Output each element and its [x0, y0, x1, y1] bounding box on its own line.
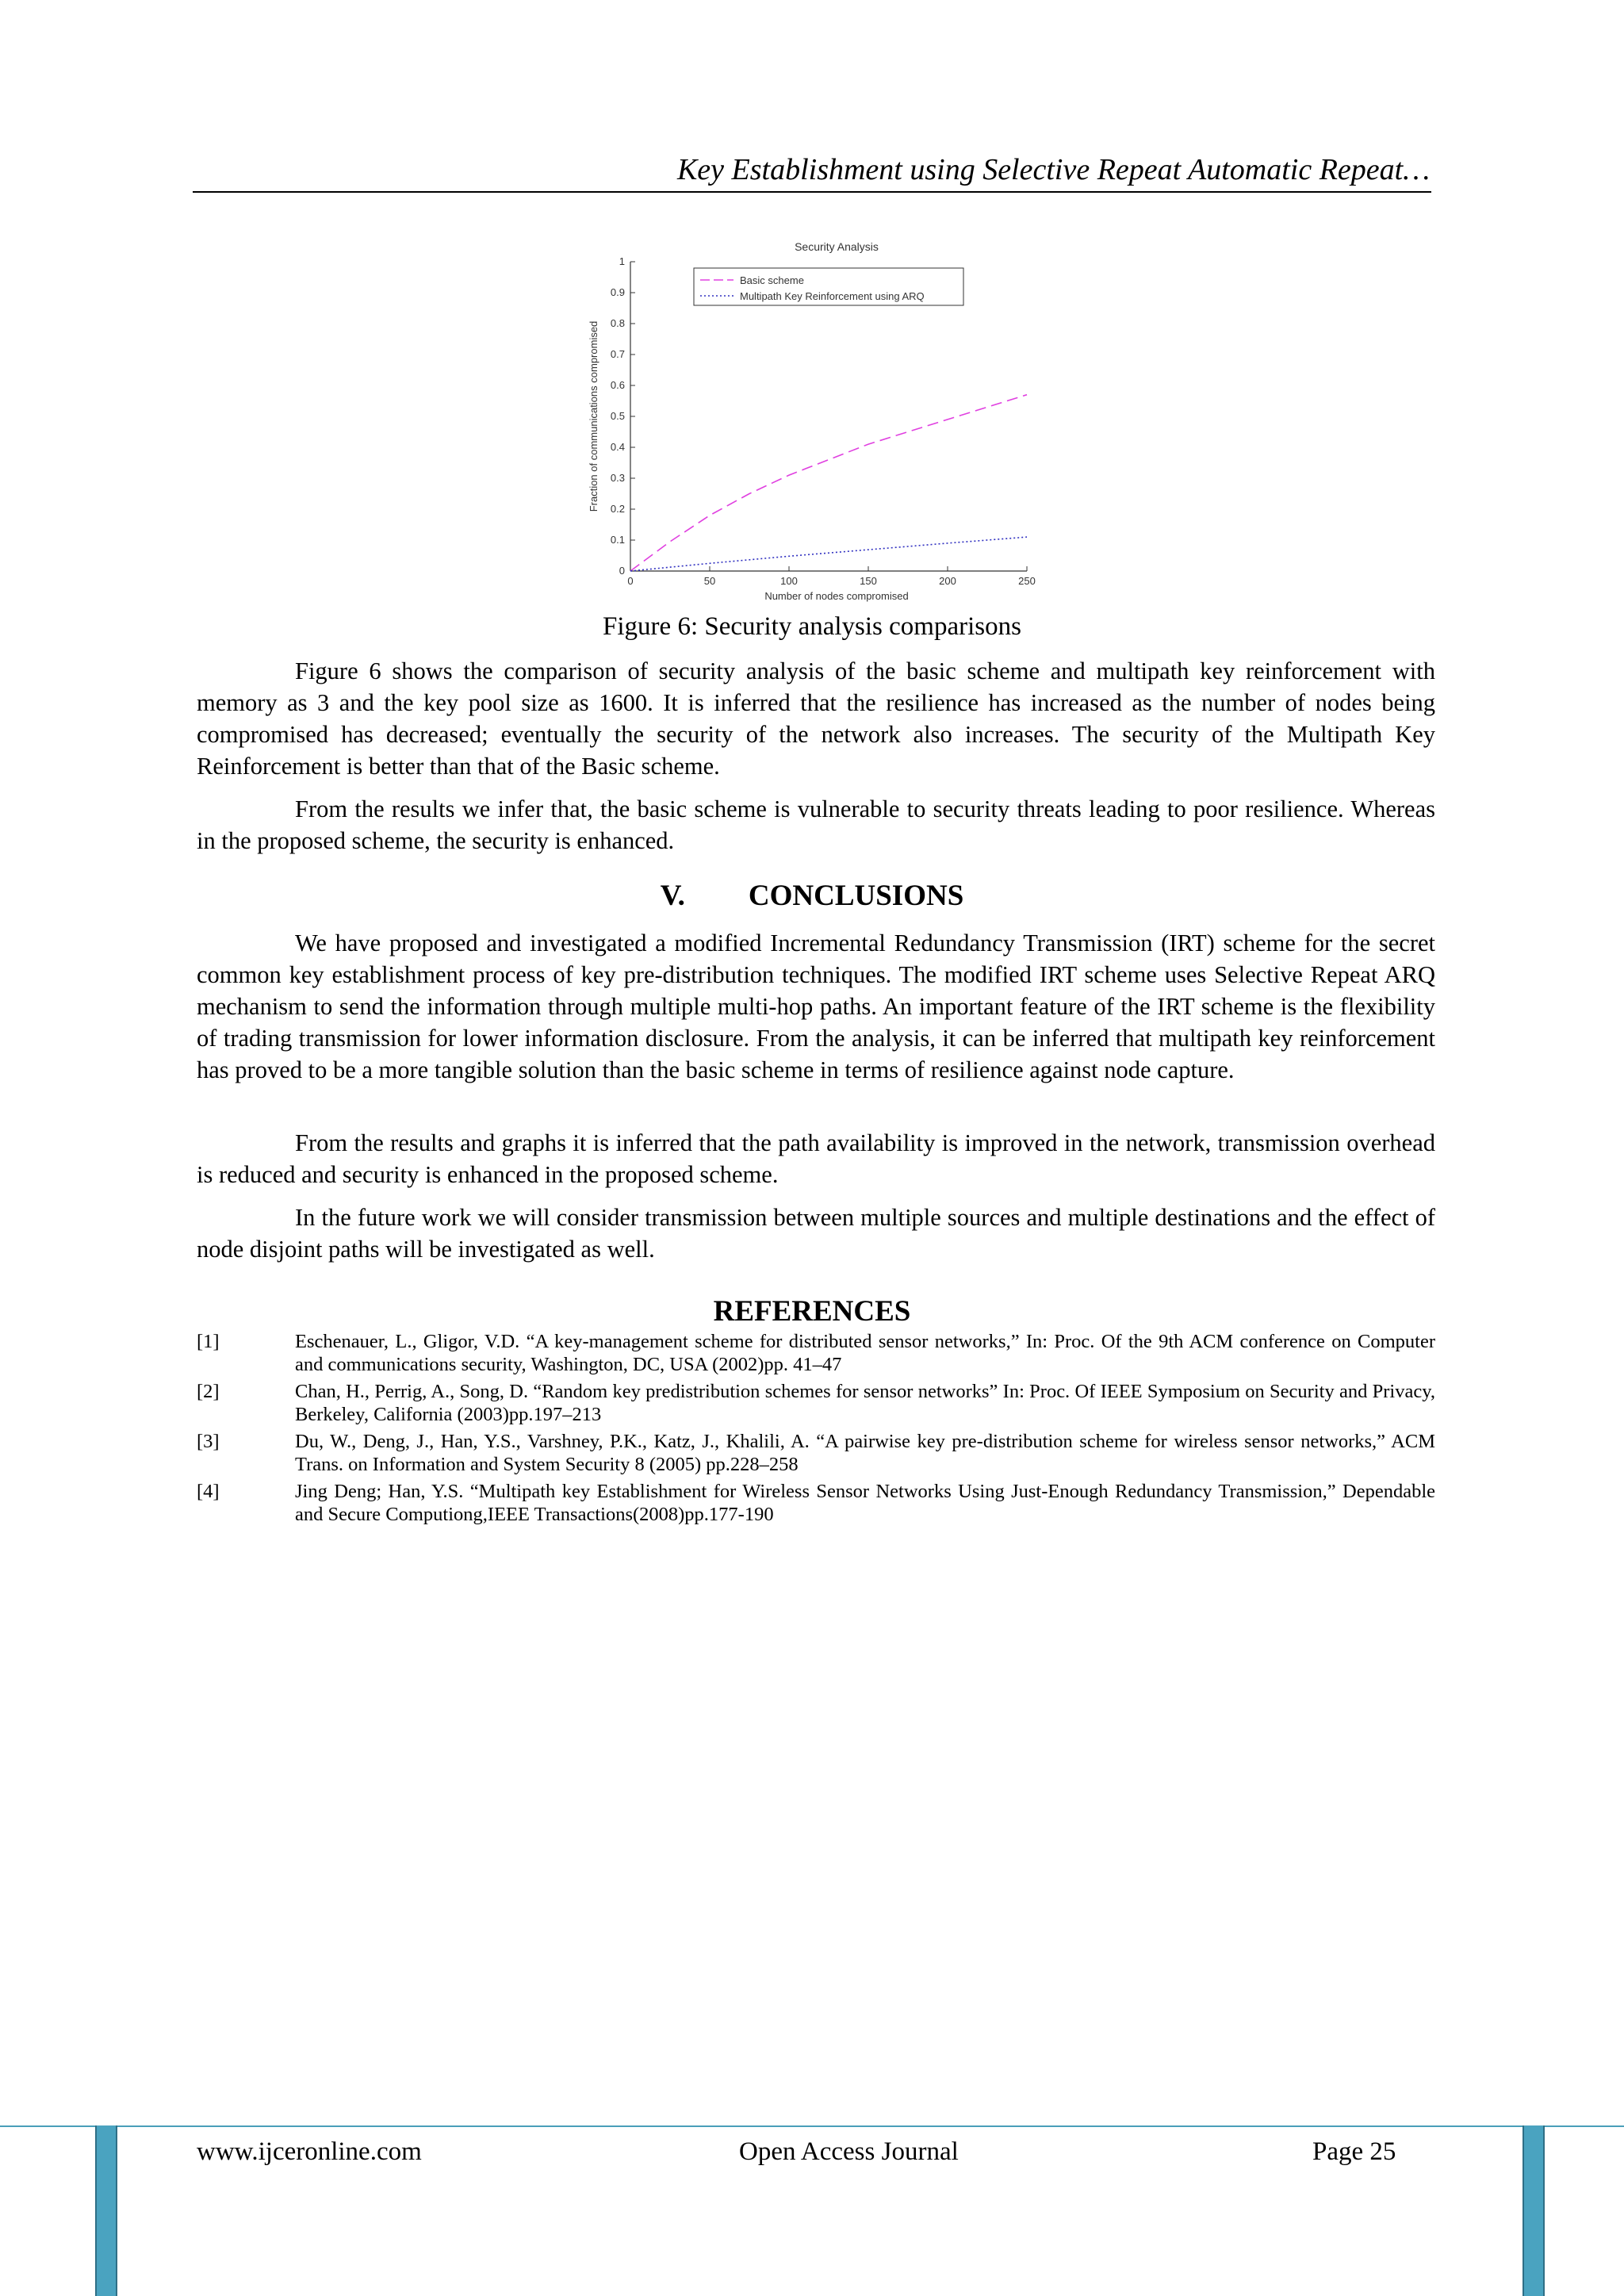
section-number: V.: [660, 880, 685, 912]
section-title: CONCLUSIONS: [748, 880, 964, 912]
reference-text: Du, W., Deng, J., Han, Y.S., Varshney, P.K., Katz, J., Khalili, A. “A pairwise key pre-distribution scheme for wireless sensor networks,” ACM Trans. on Information and System Security 8 (2005) pp.228–258: [295, 1431, 1435, 1475]
running-header: Key Establishment using Selective Repeat Automatic Repeat…: [676, 153, 1430, 186]
reference-index: [3]: [197, 1431, 220, 1452]
x-tick-label: 100: [780, 575, 798, 587]
figure-caption: Figure 6: Security analysis comparisons: [603, 612, 1021, 641]
x-axis-label: Number of nodes compromised: [764, 590, 909, 602]
reference-text: Jing Deng; Han, Y.S. “Multipath key Establishment for Wireless Sensor Networks Using Just-Enough Redundancy Transmission,” Dependable and Secure Computiong,IEEE Transactions(2008)pp.177-190: [295, 1481, 1435, 1525]
footer-bar-left: [95, 2125, 117, 2296]
footer-journal: Open Access Journal: [739, 2137, 959, 2166]
reference-index: [4]: [197, 1481, 220, 1502]
y-tick-label: 0.6: [610, 379, 625, 391]
reference-index: [1]: [197, 1331, 220, 1352]
y-axis-label: Fraction of communications compromised: [588, 320, 599, 512]
x-tick-label: 200: [939, 575, 956, 587]
paragraph-1: Figure 6 shows the comparison of security analysis of the basic scheme and multipath key reinforcement with memory as 3 and the key pool size as 1600. It is inferred that the resilience has increased as the number of nodes being compromised has decreased; eventually the security of the network also increases. The security of the Multipath Key Reinforcement is better than that of the Basic scheme.: [197, 657, 1435, 780]
reference-item: [197, 1430, 1435, 1476]
y-tick-label: 0.7: [610, 348, 625, 360]
reference-text: Chan, H., Perrig, A., Song, D. “Random key predistribution schemes for sensor networks” In: Proc. Of IEEE Symposium on Security and Privacy, Berkeley, California (2003)pp.197–213: [295, 1381, 1435, 1425]
x-tick-label: 0: [627, 575, 634, 587]
header-rule: [193, 191, 1431, 193]
reference-item: [197, 1380, 1435, 1426]
section-heading: [0, 879, 1624, 913]
y-tick-label: 0.2: [610, 503, 625, 515]
series-line-1: [630, 395, 1027, 571]
y-tick-label: 0.4: [610, 441, 625, 453]
paragraph-4: From the results and graphs it is inferred that the path availability is improved in the network, transmission overhead is reduced and security is enhanced in the proposed scheme.: [197, 1129, 1435, 1188]
figure-6: [571, 234, 1063, 607]
footer-bar-right: [1522, 2125, 1545, 2296]
x-tick-label: 50: [703, 575, 716, 587]
reference-text: Eschenauer, L., Gligor, V.D. “A key-management scheme for distributed sensor networks,” In: Proc. Of the 9th ACM conference on Computer and communications security, Washington, DC, USA (2002)pp. 41–47: [295, 1331, 1435, 1375]
footer-rule: [0, 2125, 1624, 2127]
y-tick-label: 0: [619, 565, 625, 577]
reference-item: [197, 1330, 1435, 1376]
security-analysis-chart: [571, 234, 1063, 607]
paragraph-5: In the future work we will consider transmission between multiple sources and multiple destinations and the effect of node disjoint paths will be investigated as well.: [197, 1204, 1435, 1263]
x-tick-label: 150: [860, 575, 877, 587]
y-tick-label: 0.8: [610, 317, 625, 329]
references-heading: REFERENCES: [713, 1295, 911, 1328]
chart-title: Security Analysis: [795, 240, 879, 253]
y-tick-label: 1: [619, 255, 625, 267]
legend-entry-1: Basic scheme: [740, 274, 804, 286]
y-tick-label: 0.1: [610, 534, 625, 546]
series-line-2: [630, 537, 1027, 571]
y-tick-label: 0.5: [610, 410, 625, 422]
reference-item: [197, 1480, 1435, 1526]
x-tick-label: 250: [1018, 575, 1036, 587]
y-tick-label: 0.3: [610, 472, 625, 484]
legend-entry-2: Multipath Key Reinforcement using ARQ: [740, 290, 925, 302]
y-tick-label: 0.9: [610, 286, 625, 298]
footer-page-number: Page 25: [1312, 2137, 1396, 2166]
reference-index: [2]: [197, 1381, 220, 1402]
footer-website[interactable]: www.ijceronline.com: [197, 2137, 422, 2166]
paragraph-2: From the results we infer that, the basic scheme is vulnerable to security threats leading to poor resilience. Whereas in the proposed scheme, the security is enhanced.: [197, 795, 1435, 854]
paragraph-3: We have proposed and investigated a modified Incremental Redundancy Transmission (IRT) scheme for the secret common key establishment process of key pre-distribution techniques. The modified IRT scheme uses Selective Repeat ARQ mechanism to send the information through multiple multi-hop paths. An important feature of the IRT scheme is the flexibility of trading transmission for lower information disclosure. From the analysis, it can be inferred that multipath key reinforcement has proved to be a more tangible solution than the basic scheme in terms of resilience against node capture.: [197, 930, 1435, 1083]
